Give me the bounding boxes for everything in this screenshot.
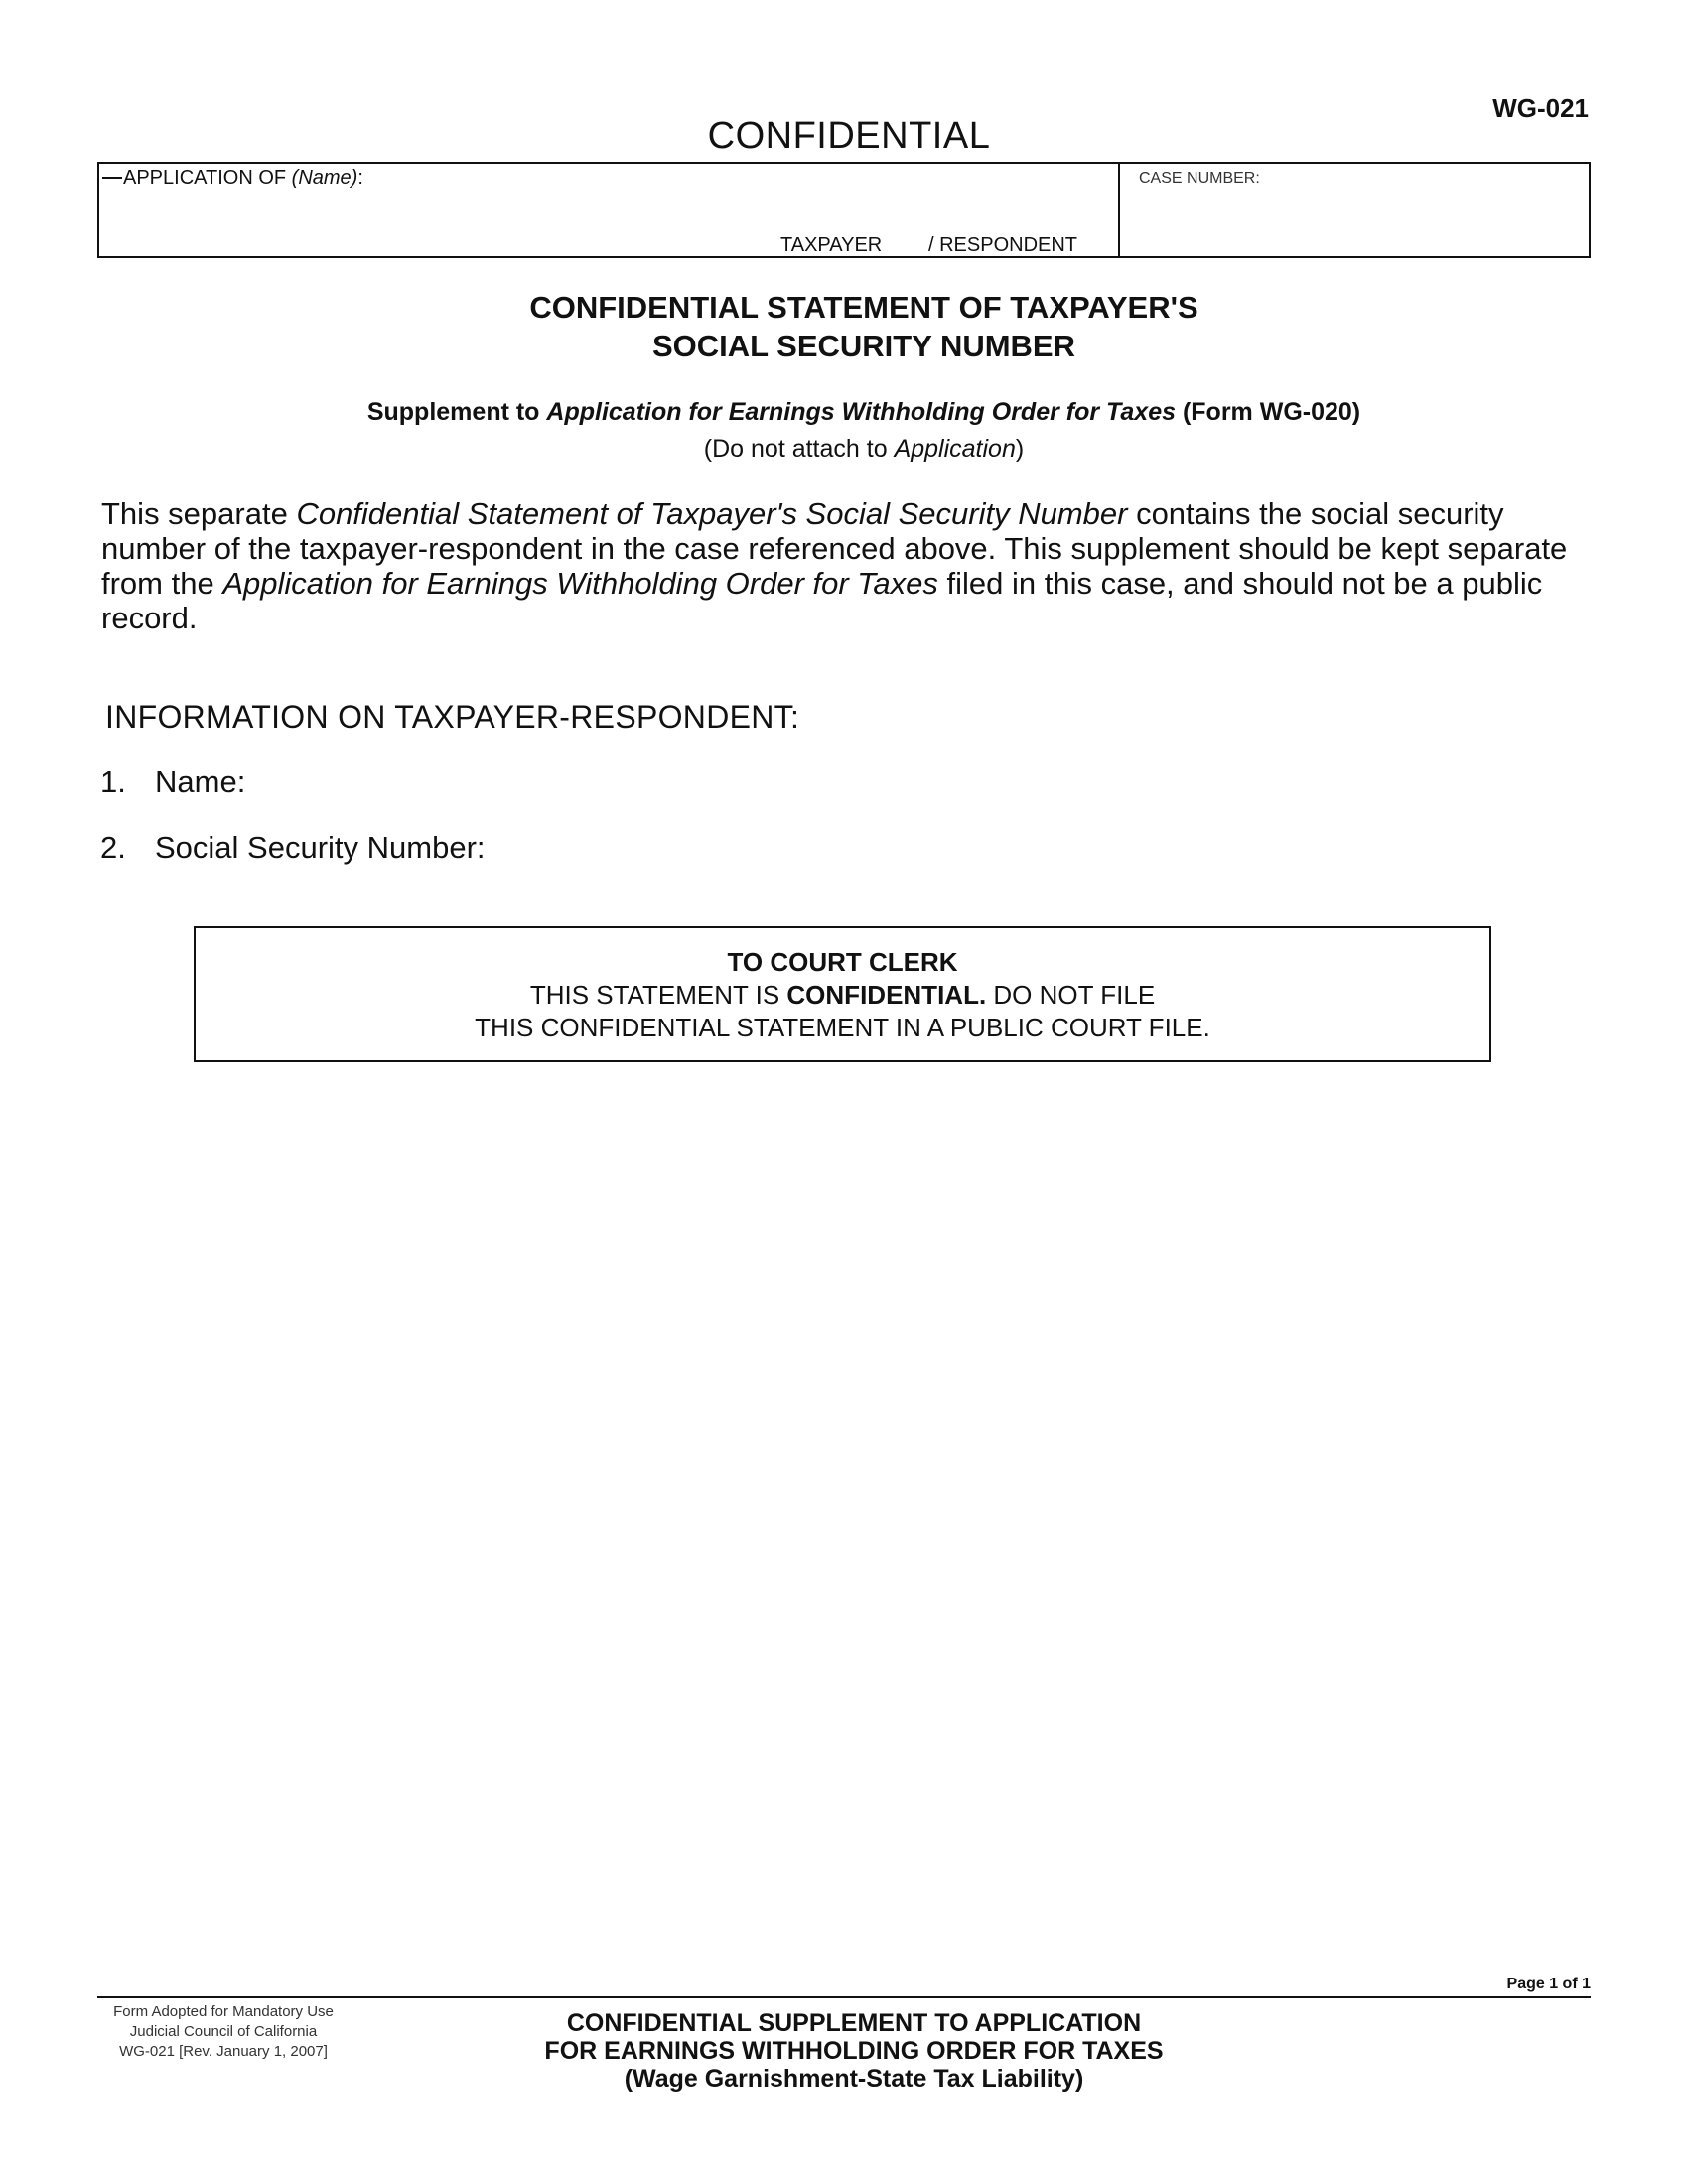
application-of-label: APPLICATION OF (Name): (123, 167, 363, 189)
name-field[interactable] (100, 764, 245, 800)
case-number-label: CASE NUMBER: (1139, 170, 1260, 187)
footer-title (0, 2009, 1688, 2093)
clerk-notice-heading: TO COURT CLERK (727, 947, 958, 977)
document-title (0, 288, 1688, 365)
form-number: WG-021 (1492, 93, 1589, 123)
footer-title-line-3: (Wage Garnishment-State Tax Liability) (624, 2065, 1084, 2093)
clerk-notice-line-1: THIS STATEMENT IS CONFIDENTIAL. DO NOT FILE (529, 980, 1156, 1010)
document-title-line-1: CONFIDENTIAL STATEMENT OF TAXPAYER'S (529, 290, 1198, 325)
document-title-line-2: SOCIAL SECURITY NUMBER (651, 329, 1075, 363)
ssn-label: Social Security Number: (155, 830, 486, 865)
page-number: Page 1 of 1 (1506, 1976, 1591, 1992)
footer-title-line-1: CONFIDENTIAL SUPPLEMENT TO APPLICATION (566, 2009, 1142, 2037)
caption-tick-mark (102, 177, 122, 179)
taxpayer-label: TAXPAYER (780, 234, 883, 256)
name-label: Name: (155, 764, 246, 799)
adoption-line-2: Judicial Council of California (129, 2023, 318, 2040)
caption-divider (1118, 162, 1120, 258)
footer-rule (97, 1996, 1591, 1998)
confidential-heading: CONFIDENTIAL (707, 115, 991, 157)
info-heading: INFORMATION ON TAXPAYER-RESPONDENT: (105, 699, 800, 735)
respondent-label: / RESPONDENT (928, 234, 1078, 256)
intro-paragraph: This separate Confidential Statement of Taxpayer's Social Security Number contains the social security number of the taxpayer-respondent in the case referenced above. This supplement should be kept separate from the Application for Earnings Withholding Order for Taxes filed in this case, and should not be a public record. (101, 496, 1568, 635)
adoption-line-3: WG-021 [Rev. January 1, 2007] (119, 2043, 328, 2060)
ssn-field[interactable] (100, 830, 486, 866)
item-number: 1. (100, 764, 126, 799)
item-number: 2. (100, 830, 126, 865)
court-clerk-notice (194, 926, 1491, 1062)
supplement-line: Supplement to Application for Earnings Withholding Order for Taxes (Form WG-020) (366, 398, 1361, 426)
attach-note: (Do not attach to Application) (703, 435, 1025, 463)
clerk-notice-line-2: THIS CONFIDENTIAL STATEMENT IN A PUBLIC COURT FILE. (475, 1013, 1210, 1042)
adoption-line-1: Form Adopted for Mandatory Use (113, 2003, 334, 2020)
footer-title-line-2: FOR EARNINGS WITHHOLDING ORDER FOR TAXES (544, 2037, 1164, 2065)
